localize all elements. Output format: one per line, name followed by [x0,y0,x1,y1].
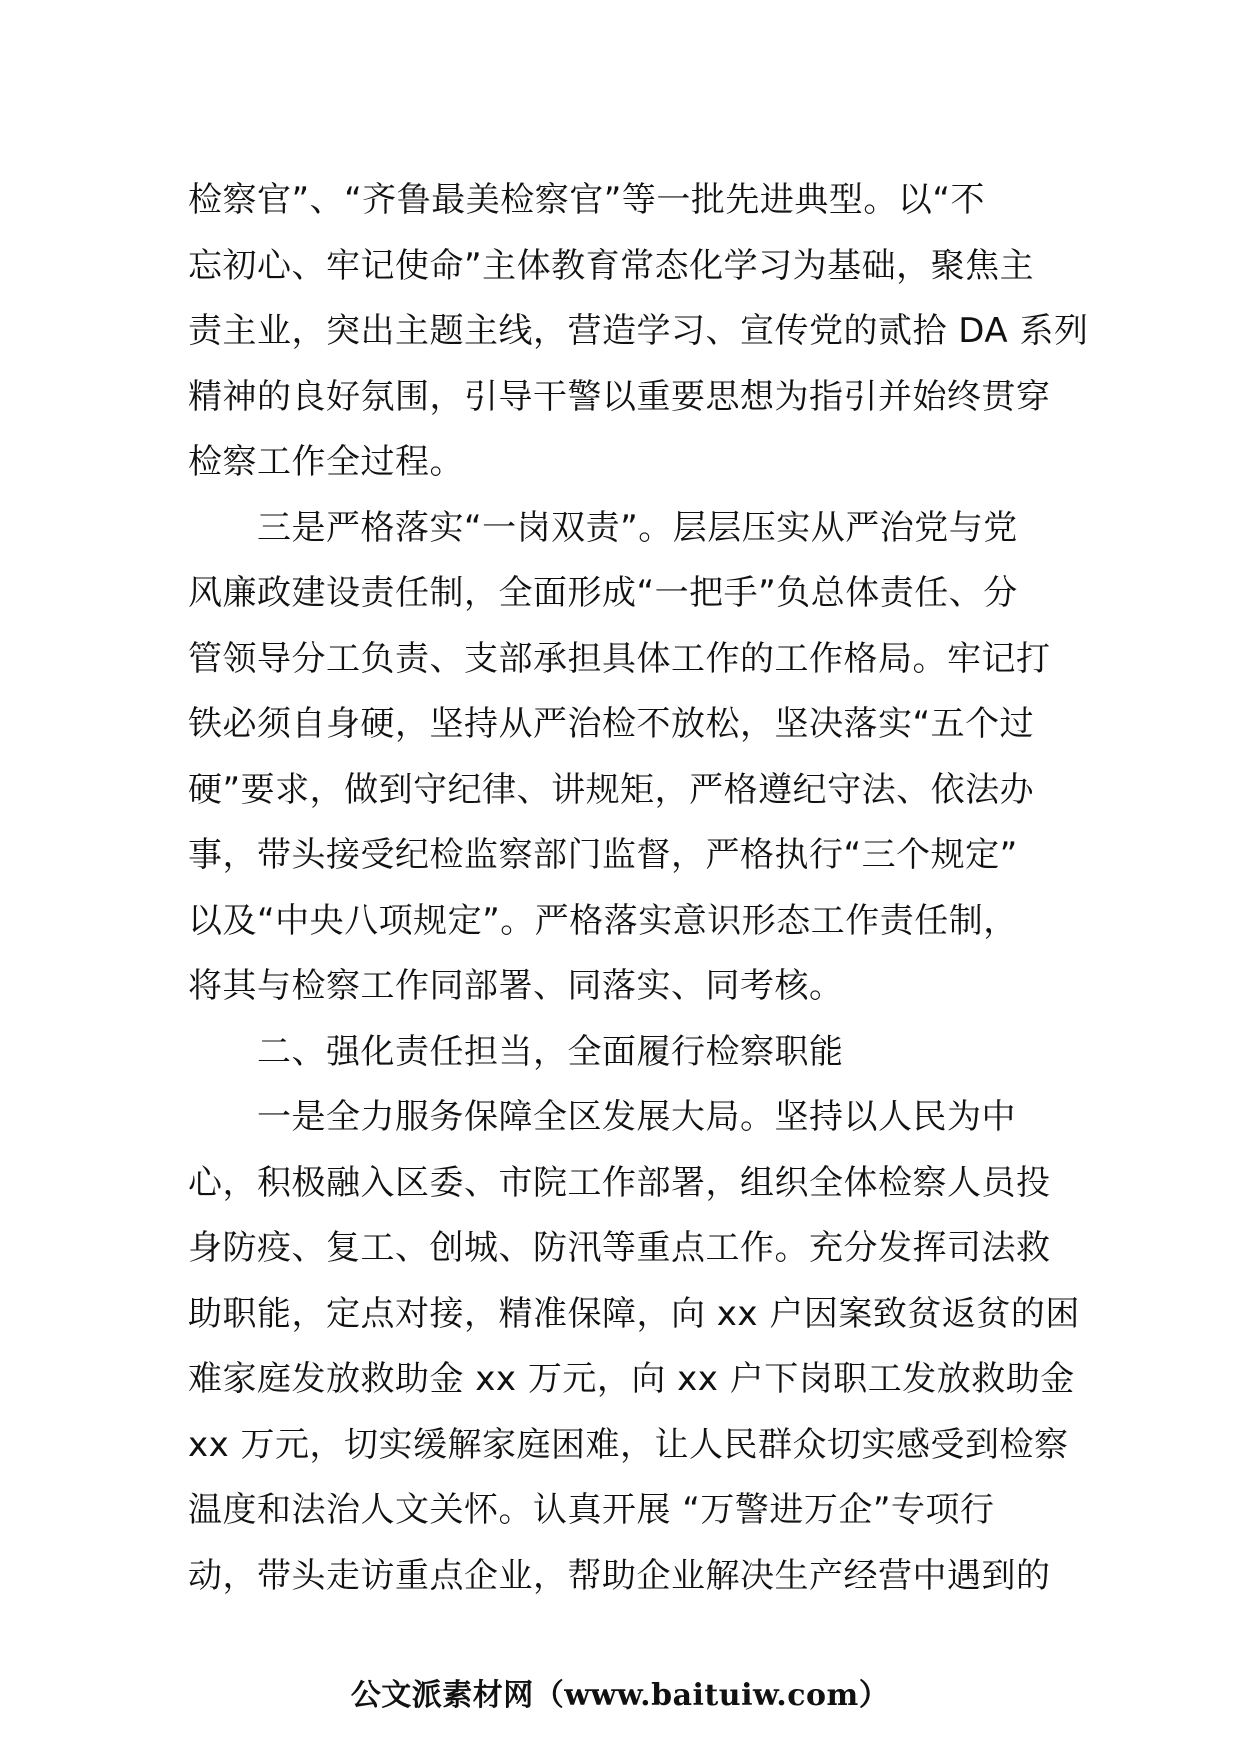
text-line: xx 万元，切实缓解家庭困难，让人民群众切实感受到检察 [188,1424,1069,1465]
section-heading: 二、强化责任担当，全面履行检察职能 [188,1031,844,1072]
text-line: 一是全力服务保障全区发展大局。坚持以人民为中 [188,1097,1016,1137]
footer-watermark-text: 公文派素材网（www.baituiw.com） [350,1678,890,1713]
text-line: 心，积极融入区委、市院工作部署，组织全体检察人员投 [188,1162,1051,1203]
text-line: 风廉政建设责任制，全面形成“一把手”负总体责任、分 [188,573,1018,613]
text-line: 助职能，定点对接，精准保障，向 xx 户因案致贫返贫的困 [188,1293,1080,1334]
text-line: 将其与检察工作同部署、同落实、同考核。 [188,966,844,1006]
text-line: 责主业，突出主题主线，营造学习、宣传党的贰拾 DA 系列 [188,311,1089,351]
text-line: 忘初心、牢记使命”主体教育常态化学习为基础，聚焦主 [188,245,1035,286]
text-line: 以及“中央八项规定”。严格落实意识形态工作责任制， [188,900,1018,941]
text-line: 铁必须自身硬，坚持从严治检不放松，坚决落实“五个过 [188,704,1035,744]
text-line: 事，带头接受纪检监察部门监督，严格执行“三个规定” [188,835,1018,875]
text-line: 动，带头走访重点企业，帮助企业解决生产经营中遇到的 [188,1555,1051,1596]
document-body [188,168,1089,1609]
text-line: 硬”要求，做到守纪律、讲规矩，严格遵纪守法、依法办 [188,769,1035,810]
text-line: 检察官”、“齐鲁最美检察官”等一批先进典型。以“不 [188,180,985,220]
text-line: 温度和法治人文关怀。认真开展 “万警进万企”专项行 [188,1490,995,1530]
text-line: 难家庭发放救助金 xx 万元，向 xx 户下岗职工发放救助金 [188,1359,1075,1399]
text-line: 三是严格落实“一岗双责”。层层压实从严治党与党 [188,507,1018,548]
text-line: 身防疫、复工、创城、防汛等重点工作。充分发挥司法救 [188,1228,1051,1268]
text-line: 精神的良好氛围，引导干警以重要思想为指引并始终贯穿 [188,376,1051,417]
text-line: 管领导分工负责、支部承担具体工作的工作格局。牢记打 [188,638,1051,679]
text-line: 检察工作全过程。 [188,442,464,482]
